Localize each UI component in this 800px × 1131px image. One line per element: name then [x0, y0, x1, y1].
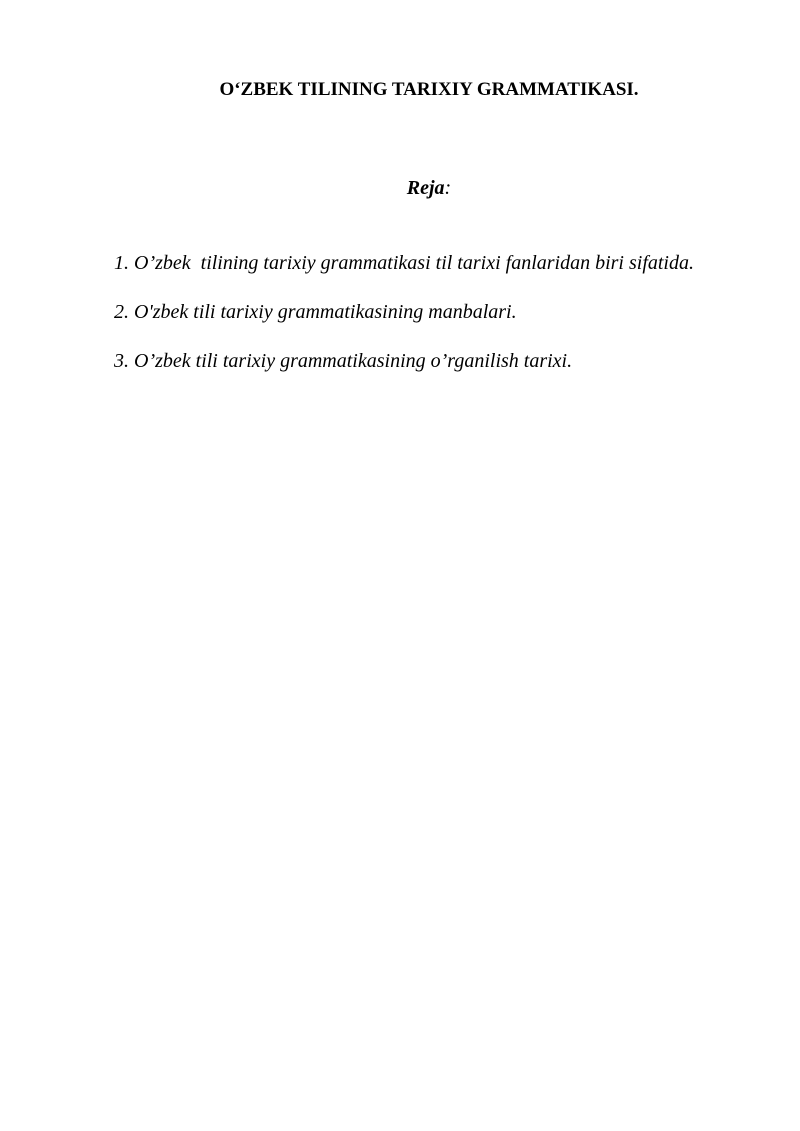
plan-list	[114, 250, 694, 397]
plan-heading	[0, 176, 800, 200]
plan-heading-colon: :	[444, 177, 452, 199]
plan-heading-word: Reja	[406, 177, 445, 199]
document-title: O‘ZBEK TILINING TARIXIY GRAMMATIKASI.	[219, 79, 639, 100]
plan-item-2: 2. O'zbek tili tarixiy grammatikasining manbalari.	[114, 301, 517, 323]
plan-item-1: 1. O’zbek tilining tarixiy grammatikasi til tarixi fanlaridan biri sifatida.	[114, 252, 694, 274]
plan-item-3: 3. O’zbek tili tarixiy grammatikasining o’rganilish tarixi.	[114, 350, 573, 372]
